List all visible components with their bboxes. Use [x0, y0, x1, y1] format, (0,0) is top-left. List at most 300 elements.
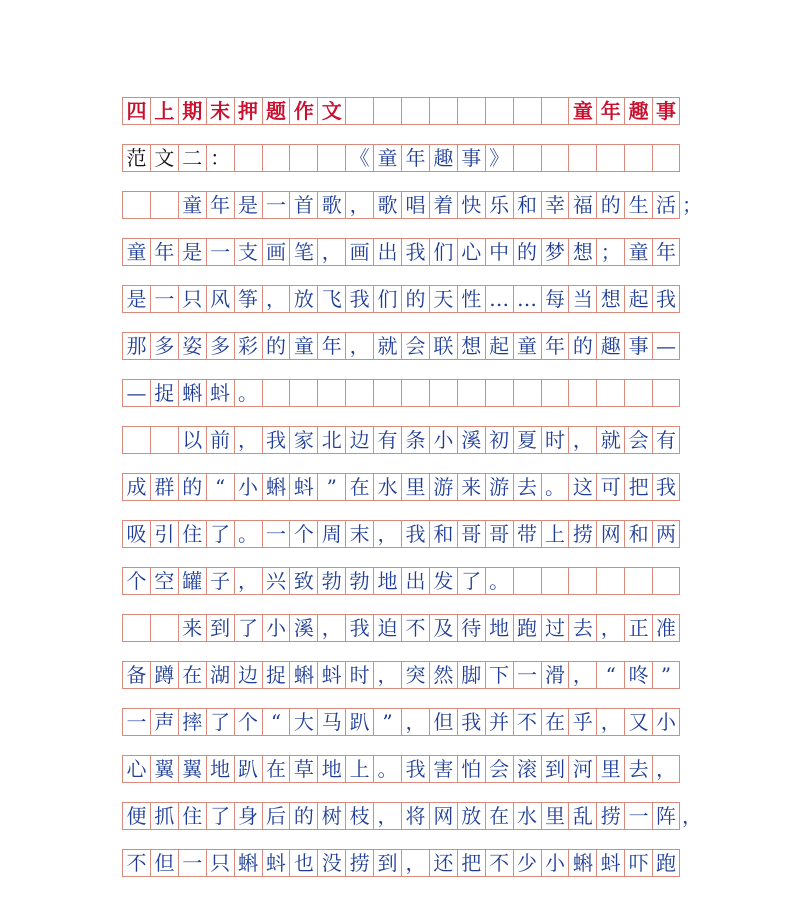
grid-cell: 时	[541, 427, 569, 453]
grid-cell: 二	[178, 145, 206, 171]
grid-cell: 去	[513, 474, 541, 500]
grid-cell: 跑	[513, 615, 541, 641]
grid-cell: 我	[401, 756, 429, 782]
grid-cell: 福	[568, 192, 596, 218]
grid-cell: 会	[401, 333, 429, 359]
grid-cell	[596, 380, 624, 406]
grid-cell: 吸	[122, 521, 150, 547]
grid-cell: ；	[596, 239, 624, 265]
grid-cell: 只	[178, 286, 206, 312]
grid-cell: 正	[624, 615, 652, 641]
overflow-punctuation: ，	[682, 804, 702, 828]
grid-cell: 事	[457, 145, 485, 171]
grid-cell: 是	[122, 286, 150, 312]
grid-cell: 来	[457, 474, 485, 500]
grid-cell: 滚	[513, 756, 541, 782]
grid-cell: 突	[401, 662, 429, 688]
grid-cell	[457, 380, 485, 406]
grid-cell: 但	[150, 850, 178, 876]
grid-cell	[345, 380, 373, 406]
grid-cell: 文	[150, 145, 178, 171]
grid-cell: 只	[206, 850, 234, 876]
grid-cell: 趴	[345, 709, 373, 735]
grid-cell: 那	[122, 333, 150, 359]
grid-cell: 了	[457, 568, 485, 594]
grid-cell: 题	[262, 98, 290, 124]
grid-cell: ，	[568, 662, 596, 688]
grid-cell: ”	[317, 474, 345, 500]
grid-cell: 不	[122, 850, 150, 876]
grid-cell	[234, 145, 262, 171]
grid-cell: 发	[429, 568, 457, 594]
grid-cell: 我	[652, 286, 680, 312]
grid-cell: 地	[206, 756, 234, 782]
essay-line	[122, 191, 702, 219]
grid-cell: 年	[596, 98, 624, 124]
grid-cell: 乱	[568, 803, 596, 829]
grid-cell: 住	[178, 521, 206, 547]
grid-cell: 起	[624, 286, 652, 312]
grid-cell: 有	[652, 427, 680, 453]
grid-cell: 少	[513, 850, 541, 876]
grid-cell	[541, 98, 569, 124]
grid-cell: 但	[429, 709, 457, 735]
grid-cell: 蹲	[150, 662, 178, 688]
grid-cell: 的	[596, 192, 624, 218]
grid-cell: 将	[401, 803, 429, 829]
grid-cell: 准	[652, 615, 680, 641]
grid-cell: 联	[429, 333, 457, 359]
grid-cell: 住	[178, 803, 206, 829]
grid-cell: 摔	[178, 709, 206, 735]
grid-cell: 里	[401, 474, 429, 500]
grid-cell	[262, 145, 290, 171]
grid-cell: 唱	[401, 192, 429, 218]
grid-cell: 笔	[289, 239, 317, 265]
grid-cell: 把	[624, 474, 652, 500]
grid-cell: ，	[401, 709, 429, 735]
grid-cell	[485, 98, 513, 124]
grid-cell: 和	[624, 521, 652, 547]
grid-cell: 歌	[373, 192, 401, 218]
grid-cell: 溪	[289, 615, 317, 641]
grid-cell: 中	[485, 239, 513, 265]
grid-cell: 趣	[596, 333, 624, 359]
grid-cell: 到	[373, 850, 401, 876]
grid-cell: 捉	[150, 380, 178, 406]
grid-cell: 去	[568, 615, 596, 641]
grid-cell: 蝌	[234, 850, 262, 876]
grid-cell: 滑	[541, 662, 569, 688]
grid-cell: 乐	[485, 192, 513, 218]
grid-cell: —	[652, 333, 680, 359]
grid-cell: 的	[513, 239, 541, 265]
grid-cell: 蝌	[289, 662, 317, 688]
essay-line	[122, 332, 680, 360]
grid-cell	[652, 145, 680, 171]
grid-cell: 我	[345, 615, 373, 641]
grid-cell: ，	[401, 850, 429, 876]
grid-cell: 个	[122, 568, 150, 594]
grid-cell: 到	[206, 615, 234, 641]
grid-cell: 的	[289, 803, 317, 829]
grid-cell: 小	[429, 427, 457, 453]
grid-cell	[122, 427, 150, 453]
grid-cell: 游	[485, 474, 513, 500]
essay-line	[122, 238, 680, 266]
essay-line	[122, 379, 680, 407]
grid-cell: 初	[485, 427, 513, 453]
grid-cell: 首	[289, 192, 317, 218]
grid-cell	[401, 380, 429, 406]
grid-cell	[345, 98, 373, 124]
grid-cell: 了	[206, 521, 234, 547]
grid-cell: 蚪	[206, 380, 234, 406]
grid-cell	[317, 380, 345, 406]
grid-cell: 网	[429, 803, 457, 829]
essay-line	[122, 520, 680, 548]
grid-cell: ，	[345, 192, 373, 218]
grid-cell: 小	[262, 615, 290, 641]
grid-cell	[541, 568, 569, 594]
grid-cell: 蚪	[317, 662, 345, 688]
grid-cell: 前	[206, 427, 234, 453]
grid-cell: 不	[401, 615, 429, 641]
grid-cell: 是	[234, 192, 262, 218]
grid-cell: 咚	[624, 662, 652, 688]
grid-cell: 一	[178, 850, 206, 876]
grid-cell	[289, 380, 317, 406]
grid-cell: 小	[234, 474, 262, 500]
grid-cell: 湖	[206, 662, 234, 688]
grid-cell: 过	[541, 615, 569, 641]
grid-cell: 想	[568, 239, 596, 265]
grid-cell: ，	[234, 568, 262, 594]
grid-cell: 童	[373, 145, 401, 171]
grid-cell: 起	[485, 333, 513, 359]
grid-cell: 不	[513, 709, 541, 735]
grid-cell: 生	[624, 192, 652, 218]
grid-cell: 一	[206, 239, 234, 265]
grid-cell	[317, 145, 345, 171]
grid-cell: 们	[429, 239, 457, 265]
grid-cell: 以	[178, 427, 206, 453]
grid-cell: 吓	[624, 850, 652, 876]
grid-cell: ，	[234, 427, 262, 453]
grid-cell	[289, 145, 317, 171]
grid-cell: 上	[541, 521, 569, 547]
grid-cell: 我	[457, 709, 485, 735]
grid-cell: 里	[596, 756, 624, 782]
grid-cell: ，	[373, 662, 401, 688]
grid-cell: 趴	[234, 756, 262, 782]
grid-cell: 翼	[178, 756, 206, 782]
grid-cell: ，	[596, 709, 624, 735]
grid-cell: 水	[513, 803, 541, 829]
grid-cell: 游	[429, 474, 457, 500]
grid-cell: 群	[150, 474, 178, 500]
grid-cell: 身	[234, 803, 262, 829]
grid-cell: 事	[624, 333, 652, 359]
grid-cell	[624, 380, 652, 406]
grid-cell: 里	[541, 803, 569, 829]
grid-cell	[373, 380, 401, 406]
grid-cell	[401, 98, 429, 124]
grid-cell: 两	[652, 521, 680, 547]
grid-cell: 条	[401, 427, 429, 453]
grid-cell: 想	[457, 333, 485, 359]
grid-cell: 幸	[541, 192, 569, 218]
grid-cell: 姿	[178, 333, 206, 359]
grid-cell: 了	[234, 615, 262, 641]
grid-cell: 备	[122, 662, 150, 688]
grid-cell: 梦	[541, 239, 569, 265]
grid-cell: 年	[317, 333, 345, 359]
grid-cell: 在	[485, 803, 513, 829]
grid-cell: 捞	[568, 521, 596, 547]
grid-cell: ，	[345, 333, 373, 359]
grid-cell: 年	[541, 333, 569, 359]
grid-cell	[122, 615, 150, 641]
grid-cell: 蝌	[262, 474, 290, 500]
grid-cell: 文	[317, 98, 345, 124]
grid-cell: 夏	[513, 427, 541, 453]
grid-cell: 便	[122, 803, 150, 829]
grid-cell: 可	[596, 474, 624, 500]
grid-cell: ，	[568, 427, 596, 453]
grid-cell: 天	[429, 286, 457, 312]
grid-cell: 把	[457, 850, 485, 876]
grid-cell: ”	[373, 709, 401, 735]
essay-line	[122, 614, 680, 642]
grid-cell: 每	[541, 286, 569, 312]
grid-cell: 这	[568, 474, 596, 500]
grid-cell	[373, 98, 401, 124]
grid-cell: 画	[345, 239, 373, 265]
grid-cell: —	[122, 380, 150, 406]
essay-line	[122, 473, 680, 501]
grid-cell	[429, 380, 457, 406]
subtitle-row	[122, 144, 680, 172]
grid-cell: “	[206, 474, 234, 500]
grid-cell	[150, 192, 178, 218]
grid-cell: 网	[596, 521, 624, 547]
grid-cell: 在	[541, 709, 569, 735]
essay-line	[122, 755, 680, 783]
grid-cell: 脚	[457, 662, 485, 688]
grid-cell: 出	[373, 239, 401, 265]
grid-cell: 出	[401, 568, 429, 594]
grid-cell: 一	[513, 662, 541, 688]
grid-cell: 也	[289, 850, 317, 876]
essay-line	[122, 426, 680, 454]
grid-cell: 歌	[317, 192, 345, 218]
grid-cell: 支	[234, 239, 262, 265]
grid-cell	[150, 427, 178, 453]
grid-cell: 到	[541, 756, 569, 782]
grid-cell: 性	[457, 286, 485, 312]
grid-cell: 画	[262, 239, 290, 265]
grid-cell: 个	[234, 709, 262, 735]
grid-cell: ，	[373, 521, 401, 547]
grid-cell: 就	[373, 333, 401, 359]
grid-cell: 了	[206, 709, 234, 735]
grid-cell: 个	[289, 521, 317, 547]
grid-cell: 蝌	[568, 850, 596, 876]
grid-cell: 年	[401, 145, 429, 171]
grid-cell: 水	[373, 474, 401, 500]
grid-cell: 是	[178, 239, 206, 265]
grid-cell	[652, 568, 680, 594]
grid-cell: 阵	[652, 803, 680, 829]
grid-cell: 的	[568, 333, 596, 359]
grid-cell: ，	[373, 803, 401, 829]
grid-cell: 树	[317, 803, 345, 829]
grid-cell: 引	[150, 521, 178, 547]
grid-cell: 小	[541, 850, 569, 876]
grid-cell: 我	[401, 239, 429, 265]
grid-cell	[429, 98, 457, 124]
grid-cell: 童	[568, 98, 596, 124]
grid-cell: 作	[289, 98, 317, 124]
grid-cell: 会	[624, 427, 652, 453]
grid-cell: ，	[596, 615, 624, 641]
grid-cell: 蝌	[178, 380, 206, 406]
grid-cell: 害	[429, 756, 457, 782]
grid-cell: 抓	[150, 803, 178, 829]
grid-cell: 捉	[262, 662, 290, 688]
grid-cell: 捞	[596, 803, 624, 829]
grid-cell: 来	[178, 615, 206, 641]
grid-cell: 蚪	[596, 850, 624, 876]
grid-cell	[122, 192, 150, 218]
grid-cell: 在	[178, 662, 206, 688]
grid-cell: 乎	[568, 709, 596, 735]
grid-cell: 后	[262, 803, 290, 829]
grid-cell	[568, 380, 596, 406]
grid-cell: ，	[262, 286, 290, 312]
grid-cell	[541, 145, 569, 171]
grid-cell: 下	[485, 662, 513, 688]
grid-cell: 心	[457, 239, 485, 265]
grid-cell: 蚪	[289, 474, 317, 500]
grid-cell: 会	[485, 756, 513, 782]
grid-cell: 想	[596, 286, 624, 312]
grid-cell: 又	[624, 709, 652, 735]
grid-cell: 不	[485, 850, 513, 876]
grid-cell: 和	[513, 192, 541, 218]
grid-cell: 大	[289, 709, 317, 735]
grid-cell: 声	[150, 709, 178, 735]
grid-cell: ，	[317, 239, 345, 265]
grid-cell: 马	[317, 709, 345, 735]
header-row	[122, 97, 680, 125]
grid-cell: “	[262, 709, 290, 735]
grid-cell: 成	[122, 474, 150, 500]
grid-cell: “	[596, 662, 624, 688]
grid-cell: 北	[317, 427, 345, 453]
grid-cell: 的	[401, 286, 429, 312]
grid-cell	[596, 568, 624, 594]
grid-cell: 活	[652, 192, 680, 218]
grid-cell: 待	[457, 615, 485, 641]
overflow-punctuation: ；	[682, 193, 702, 217]
grid-cell: 。	[373, 756, 401, 782]
grid-cell: 在	[345, 474, 373, 500]
grid-cell: 当	[568, 286, 596, 312]
grid-cell: 我	[401, 521, 429, 547]
grid-cell: 跑	[652, 850, 680, 876]
grid-cell: 四	[122, 98, 150, 124]
grid-cell: 。	[485, 568, 513, 594]
grid-cell: 事	[652, 98, 680, 124]
grid-cell: 勃	[317, 568, 345, 594]
grid-cell: …	[485, 286, 513, 312]
grid-cell: 上	[345, 756, 373, 782]
grid-cell: 一	[262, 521, 290, 547]
grid-cell	[624, 145, 652, 171]
essay-line	[122, 567, 680, 595]
grid-cell: 一	[624, 803, 652, 829]
grid-cell: ”	[652, 662, 680, 688]
grid-cell: 翼	[150, 756, 178, 782]
grid-cell	[596, 145, 624, 171]
grid-cell: 怕	[457, 756, 485, 782]
grid-cell: 勃	[345, 568, 373, 594]
grid-cell: 一	[150, 286, 178, 312]
grid-cell: 去	[624, 756, 652, 782]
grid-cell: 然	[429, 662, 457, 688]
grid-cell: 彩	[234, 333, 262, 359]
grid-cell: 飞	[317, 286, 345, 312]
grid-cell: 范	[122, 145, 150, 171]
grid-cell	[624, 568, 652, 594]
grid-cell: 心	[122, 756, 150, 782]
grid-cell: 迫	[373, 615, 401, 641]
grid-cell	[652, 380, 680, 406]
grid-cell: 多	[206, 333, 234, 359]
grid-cell	[513, 145, 541, 171]
grid-cell	[457, 98, 485, 124]
grid-cell: 小	[652, 709, 680, 735]
grid-cell: 周	[317, 521, 345, 547]
grid-cell: 边	[345, 427, 373, 453]
essay-line	[122, 802, 702, 830]
grid-cell: 放	[289, 286, 317, 312]
essay-line	[122, 285, 680, 313]
grid-cell	[568, 145, 596, 171]
essay-line	[122, 708, 680, 736]
grid-cell: 期	[178, 98, 206, 124]
grid-cell: ：	[206, 145, 234, 171]
grid-cell: 年	[652, 239, 680, 265]
composition-grid-paper	[122, 97, 702, 906]
grid-cell: 我	[652, 474, 680, 500]
grid-cell: 哥	[485, 521, 513, 547]
grid-cell: 地	[485, 615, 513, 641]
essay-line	[122, 661, 680, 689]
grid-cell: 多	[150, 333, 178, 359]
grid-cell: 兴	[262, 568, 290, 594]
essay-line	[122, 849, 680, 877]
grid-cell: 着	[429, 192, 457, 218]
grid-cell: 一	[262, 192, 290, 218]
grid-cell: 地	[373, 568, 401, 594]
grid-cell: 家	[289, 427, 317, 453]
grid-cell: 哥	[457, 521, 485, 547]
grid-cell: 捞	[345, 850, 373, 876]
grid-cell: 童	[122, 239, 150, 265]
